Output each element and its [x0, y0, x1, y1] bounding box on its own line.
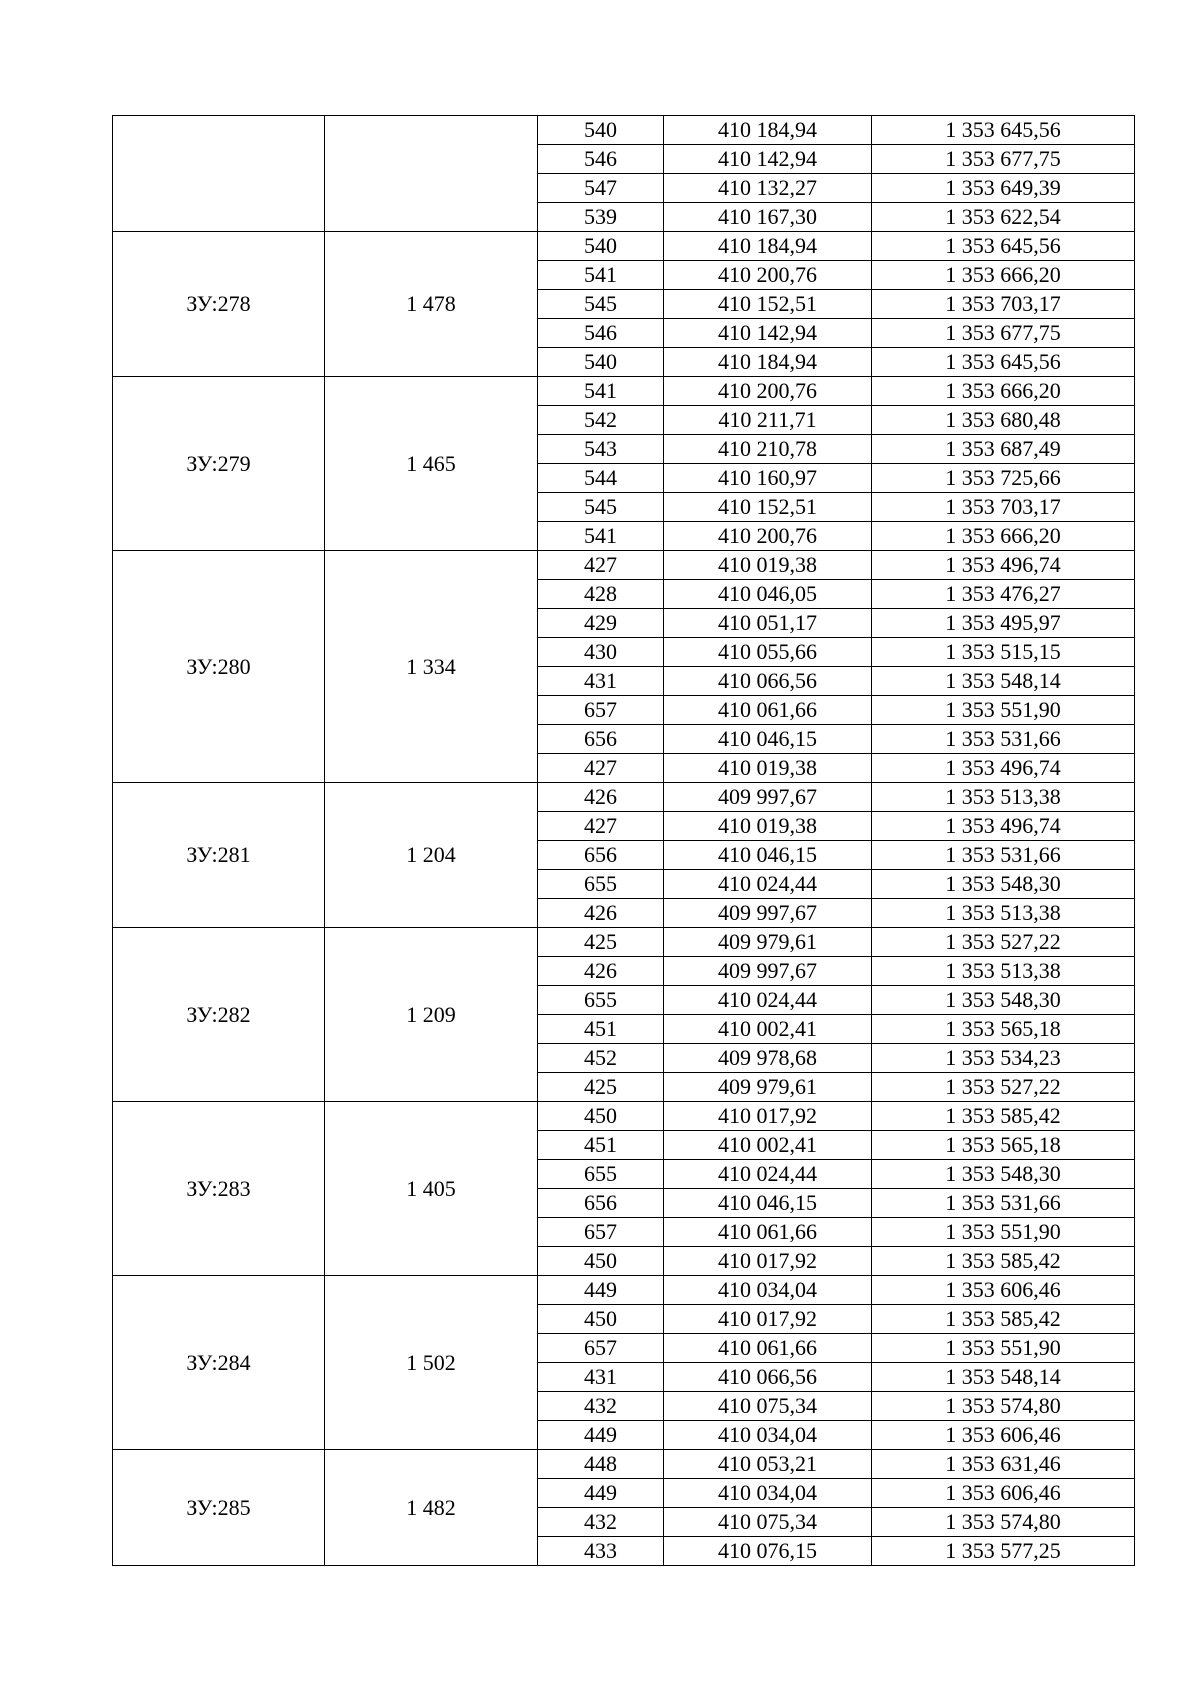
y-coordinate-cell: 1 353 606,46: [872, 1276, 1135, 1305]
point-number-cell: 428: [538, 580, 664, 609]
y-coordinate-cell: 1 353 548,14: [872, 667, 1135, 696]
table-row: [113, 116, 1135, 145]
x-coordinate-cell: 410 200,76: [664, 261, 872, 290]
point-number-cell: 431: [538, 1363, 664, 1392]
point-number-cell: 433: [538, 1537, 664, 1566]
parcel-id-cell: ЗУ:278: [113, 232, 325, 377]
x-coordinate-cell: 409 979,61: [664, 928, 872, 957]
parcel-id-cell: ЗУ:284: [113, 1276, 325, 1450]
point-number-cell: 426: [538, 899, 664, 928]
x-coordinate-cell: 410 017,92: [664, 1247, 872, 1276]
point-number-cell: 540: [538, 116, 664, 145]
parcel-id-cell: ЗУ:283: [113, 1102, 325, 1276]
point-number-cell: 450: [538, 1247, 664, 1276]
parcel-id-cell: ЗУ:285: [113, 1450, 325, 1566]
y-coordinate-cell: 1 353 565,18: [872, 1015, 1135, 1044]
point-number-cell: 656: [538, 725, 664, 754]
point-number-cell: 544: [538, 464, 664, 493]
y-coordinate-cell: 1 353 645,56: [872, 232, 1135, 261]
x-coordinate-cell: 410 061,66: [664, 1218, 872, 1247]
y-coordinate-cell: 1 353 606,46: [872, 1421, 1135, 1450]
point-number-cell: 655: [538, 870, 664, 899]
y-coordinate-cell: 1 353 551,90: [872, 696, 1135, 725]
x-coordinate-cell: 410 184,94: [664, 116, 872, 145]
parcel-area-cell: [325, 116, 538, 232]
y-coordinate-cell: 1 353 565,18: [872, 1131, 1135, 1160]
parcel-area-cell: 1 405: [325, 1102, 538, 1276]
x-coordinate-cell: 410 061,66: [664, 696, 872, 725]
y-coordinate-cell: 1 353 577,25: [872, 1537, 1135, 1566]
y-coordinate-cell: 1 353 645,56: [872, 116, 1135, 145]
y-coordinate-cell: 1 353 622,54: [872, 203, 1135, 232]
parcel-id-cell: [113, 116, 325, 232]
y-coordinate-cell: 1 353 574,80: [872, 1392, 1135, 1421]
x-coordinate-cell: 410 076,15: [664, 1537, 872, 1566]
point-number-cell: 425: [538, 1073, 664, 1102]
parcel-id-cell: ЗУ:282: [113, 928, 325, 1102]
x-coordinate-cell: 410 002,41: [664, 1015, 872, 1044]
y-coordinate-cell: 1 353 551,90: [872, 1218, 1135, 1247]
table-row: [113, 1102, 1135, 1131]
point-number-cell: 546: [538, 145, 664, 174]
parcel-id-cell: ЗУ:280: [113, 551, 325, 783]
table-row: [113, 928, 1135, 957]
point-number-cell: 452: [538, 1044, 664, 1073]
point-number-cell: 656: [538, 841, 664, 870]
point-number-cell: 451: [538, 1131, 664, 1160]
y-coordinate-cell: 1 353 496,74: [872, 551, 1135, 580]
x-coordinate-cell: 410 066,56: [664, 1363, 872, 1392]
point-number-cell: 429: [538, 609, 664, 638]
point-number-cell: 426: [538, 957, 664, 986]
x-coordinate-cell: 410 152,51: [664, 493, 872, 522]
y-coordinate-cell: 1 353 531,66: [872, 1189, 1135, 1218]
point-number-cell: 540: [538, 348, 664, 377]
y-coordinate-cell: 1 353 515,15: [872, 638, 1135, 667]
point-number-cell: 545: [538, 493, 664, 522]
point-number-cell: 430: [538, 638, 664, 667]
x-coordinate-cell: 409 997,67: [664, 899, 872, 928]
x-coordinate-cell: 409 978,68: [664, 1044, 872, 1073]
parcel-id-cell: ЗУ:279: [113, 377, 325, 551]
point-number-cell: 449: [538, 1276, 664, 1305]
point-number-cell: 451: [538, 1015, 664, 1044]
point-number-cell: 425: [538, 928, 664, 957]
y-coordinate-cell: 1 353 666,20: [872, 522, 1135, 551]
x-coordinate-cell: 410 167,30: [664, 203, 872, 232]
table-row: [113, 1276, 1135, 1305]
y-coordinate-cell: 1 353 534,23: [872, 1044, 1135, 1073]
point-number-cell: 427: [538, 812, 664, 841]
point-number-cell: 427: [538, 754, 664, 783]
coordinates-table: [112, 115, 1135, 1566]
y-coordinate-cell: 1 353 677,75: [872, 319, 1135, 348]
x-coordinate-cell: 410 152,51: [664, 290, 872, 319]
x-coordinate-cell: 410 053,21: [664, 1450, 872, 1479]
y-coordinate-cell: 1 353 585,42: [872, 1305, 1135, 1334]
x-coordinate-cell: 410 200,76: [664, 522, 872, 551]
x-coordinate-cell: 410 024,44: [664, 986, 872, 1015]
y-coordinate-cell: 1 353 680,48: [872, 406, 1135, 435]
point-number-cell: 427: [538, 551, 664, 580]
point-number-cell: 543: [538, 435, 664, 464]
x-coordinate-cell: 410 142,94: [664, 145, 872, 174]
x-coordinate-cell: 410 046,15: [664, 841, 872, 870]
x-coordinate-cell: 410 075,34: [664, 1392, 872, 1421]
x-coordinate-cell: 410 019,38: [664, 812, 872, 841]
y-coordinate-cell: 1 353 687,49: [872, 435, 1135, 464]
y-coordinate-cell: 1 353 585,42: [872, 1102, 1135, 1131]
x-coordinate-cell: 410 002,41: [664, 1131, 872, 1160]
y-coordinate-cell: 1 353 548,30: [872, 1160, 1135, 1189]
x-coordinate-cell: 410 046,15: [664, 1189, 872, 1218]
point-number-cell: 656: [538, 1189, 664, 1218]
point-number-cell: 449: [538, 1479, 664, 1508]
parcel-area-cell: 1 204: [325, 783, 538, 928]
table-body: [113, 116, 1135, 1566]
point-number-cell: 655: [538, 1160, 664, 1189]
y-coordinate-cell: 1 353 725,66: [872, 464, 1135, 493]
y-coordinate-cell: 1 353 496,74: [872, 812, 1135, 841]
y-coordinate-cell: 1 353 666,20: [872, 261, 1135, 290]
point-number-cell: 450: [538, 1305, 664, 1334]
x-coordinate-cell: 410 034,04: [664, 1421, 872, 1450]
x-coordinate-cell: 410 061,66: [664, 1334, 872, 1363]
y-coordinate-cell: 1 353 495,97: [872, 609, 1135, 638]
point-number-cell: 657: [538, 1334, 664, 1363]
x-coordinate-cell: 410 160,97: [664, 464, 872, 493]
x-coordinate-cell: 410 034,04: [664, 1479, 872, 1508]
x-coordinate-cell: 410 200,76: [664, 377, 872, 406]
x-coordinate-cell: 410 024,44: [664, 870, 872, 899]
point-number-cell: 545: [538, 290, 664, 319]
x-coordinate-cell: 410 051,17: [664, 609, 872, 638]
parcel-area-cell: 1 465: [325, 377, 538, 551]
x-coordinate-cell: 410 142,94: [664, 319, 872, 348]
table-row: [113, 551, 1135, 580]
point-number-cell: 432: [538, 1508, 664, 1537]
y-coordinate-cell: 1 353 527,22: [872, 928, 1135, 957]
table-row: [113, 232, 1135, 261]
y-coordinate-cell: 1 353 531,66: [872, 725, 1135, 754]
x-coordinate-cell: 410 211,71: [664, 406, 872, 435]
point-number-cell: 540: [538, 232, 664, 261]
y-coordinate-cell: 1 353 476,27: [872, 580, 1135, 609]
table-row: [113, 783, 1135, 812]
x-coordinate-cell: 409 997,67: [664, 957, 872, 986]
y-coordinate-cell: 1 353 703,17: [872, 290, 1135, 319]
y-coordinate-cell: 1 353 574,80: [872, 1508, 1135, 1537]
y-coordinate-cell: 1 353 585,42: [872, 1247, 1135, 1276]
y-coordinate-cell: 1 353 703,17: [872, 493, 1135, 522]
x-coordinate-cell: 410 046,15: [664, 725, 872, 754]
y-coordinate-cell: 1 353 531,66: [872, 841, 1135, 870]
x-coordinate-cell: 410 055,66: [664, 638, 872, 667]
point-number-cell: 426: [538, 783, 664, 812]
point-number-cell: 448: [538, 1450, 664, 1479]
parcel-id-cell: ЗУ:281: [113, 783, 325, 928]
x-coordinate-cell: 409 997,67: [664, 783, 872, 812]
point-number-cell: 657: [538, 696, 664, 725]
point-number-cell: 431: [538, 667, 664, 696]
point-number-cell: 541: [538, 377, 664, 406]
table-row: [113, 1450, 1135, 1479]
x-coordinate-cell: 410 132,27: [664, 174, 872, 203]
y-coordinate-cell: 1 353 513,38: [872, 957, 1135, 986]
y-coordinate-cell: 1 353 551,90: [872, 1334, 1135, 1363]
y-coordinate-cell: 1 353 513,38: [872, 899, 1135, 928]
point-number-cell: 541: [538, 522, 664, 551]
parcel-area-cell: 1 482: [325, 1450, 538, 1566]
point-number-cell: 655: [538, 986, 664, 1015]
point-number-cell: 539: [538, 203, 664, 232]
y-coordinate-cell: 1 353 666,20: [872, 377, 1135, 406]
x-coordinate-cell: 410 210,78: [664, 435, 872, 464]
point-number-cell: 432: [538, 1392, 664, 1421]
y-coordinate-cell: 1 353 527,22: [872, 1073, 1135, 1102]
point-number-cell: 450: [538, 1102, 664, 1131]
y-coordinate-cell: 1 353 649,39: [872, 174, 1135, 203]
x-coordinate-cell: 410 046,05: [664, 580, 872, 609]
y-coordinate-cell: 1 353 606,46: [872, 1479, 1135, 1508]
table-row: [113, 377, 1135, 406]
x-coordinate-cell: 410 017,92: [664, 1305, 872, 1334]
parcel-area-cell: 1 478: [325, 232, 538, 377]
x-coordinate-cell: 410 075,34: [664, 1508, 872, 1537]
x-coordinate-cell: 410 019,38: [664, 754, 872, 783]
x-coordinate-cell: 410 024,44: [664, 1160, 872, 1189]
y-coordinate-cell: 1 353 677,75: [872, 145, 1135, 174]
x-coordinate-cell: 410 017,92: [664, 1102, 872, 1131]
point-number-cell: 546: [538, 319, 664, 348]
x-coordinate-cell: 409 979,61: [664, 1073, 872, 1102]
x-coordinate-cell: 410 019,38: [664, 551, 872, 580]
point-number-cell: 547: [538, 174, 664, 203]
point-number-cell: 542: [538, 406, 664, 435]
y-coordinate-cell: 1 353 548,30: [872, 986, 1135, 1015]
y-coordinate-cell: 1 353 645,56: [872, 348, 1135, 377]
y-coordinate-cell: 1 353 548,14: [872, 1363, 1135, 1392]
y-coordinate-cell: 1 353 513,38: [872, 783, 1135, 812]
point-number-cell: 541: [538, 261, 664, 290]
x-coordinate-cell: 410 184,94: [664, 232, 872, 261]
x-coordinate-cell: 410 066,56: [664, 667, 872, 696]
x-coordinate-cell: 410 034,04: [664, 1276, 872, 1305]
parcel-area-cell: 1 334: [325, 551, 538, 783]
x-coordinate-cell: 410 184,94: [664, 348, 872, 377]
parcel-area-cell: 1 502: [325, 1276, 538, 1450]
parcel-area-cell: 1 209: [325, 928, 538, 1102]
y-coordinate-cell: 1 353 548,30: [872, 870, 1135, 899]
point-number-cell: 657: [538, 1218, 664, 1247]
y-coordinate-cell: 1 353 496,74: [872, 754, 1135, 783]
y-coordinate-cell: 1 353 631,46: [872, 1450, 1135, 1479]
point-number-cell: 449: [538, 1421, 664, 1450]
